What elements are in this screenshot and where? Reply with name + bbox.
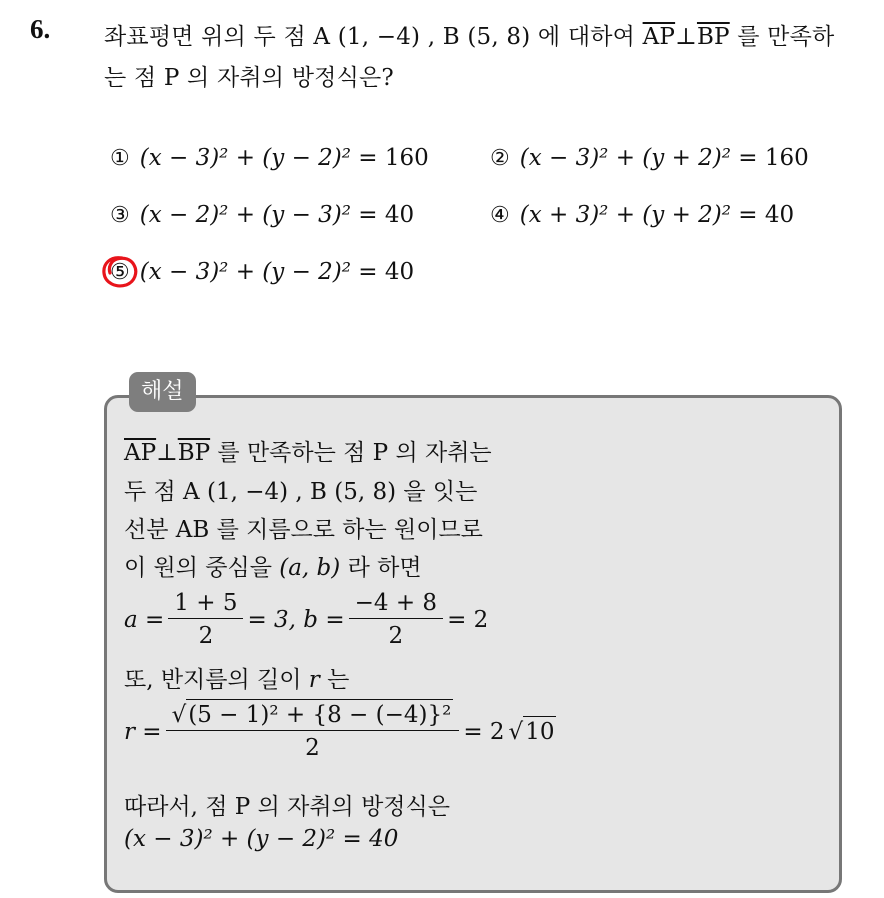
solution-radius-equation xyxy=(124,702,556,761)
choice-4[interactable]: ④ (x + 3)² + (y + 2)² = 40 xyxy=(490,202,795,228)
segment-bp: $\overline{BP}$ xyxy=(696,24,730,50)
question-line-1 xyxy=(104,18,834,51)
choice-5-rhs: 40 xyxy=(384,259,415,285)
choice-1-lhs: (x − 3)² + (y − 2)² xyxy=(139,145,351,171)
solution-center-ab: (a, b) xyxy=(279,555,341,581)
choice-5-number: ⑤ xyxy=(110,260,130,285)
fraction-r-numerator xyxy=(166,702,460,731)
choice-3[interactable]: ③ (x − 2)² + (y − 3)² = 40 xyxy=(110,202,415,228)
solution-line-1-text: 를 만족하는 점 P 의 자취는 xyxy=(210,440,492,466)
fraction-b-denominator: 2 xyxy=(388,623,404,649)
sqrt-icon: √ xyxy=(171,702,187,728)
choice-5[interactable]: ⑤ (x − 3)² + (y − 2)² = 40 xyxy=(110,259,415,285)
solution-line-6-post: 는 xyxy=(319,667,350,693)
eq-a-label: a = xyxy=(124,606,165,633)
solution-line-3: 선분 AB 를 지름으로 하는 원이므로 xyxy=(124,517,483,543)
sqrt-icon-result: √ xyxy=(508,718,524,745)
choice-3-number: ③ xyxy=(110,203,130,228)
fraction-a-denominator: 2 xyxy=(198,623,214,649)
choice-1[interactable]: ① (x − 3)² + (y − 2)² = 160 xyxy=(110,145,429,171)
choice-4-lhs: (x + 3)² + (y + 2)² xyxy=(519,202,731,228)
choice-1-rhs: 160 xyxy=(384,145,429,171)
question-line-1-text: 좌표평면 위의 두 점 A (1, −4) , B (5, 8) 에 대하여 xyxy=(104,24,643,50)
solution-line-6-pre: 또, 반지름의 길이 xyxy=(124,667,309,693)
solution-line-1 xyxy=(124,434,492,467)
fraction-a-numerator: 1 + 5 xyxy=(168,590,243,619)
solution-line-4-pre: 이 원의 중심을 xyxy=(124,555,280,581)
eq-r-result: = 2 xyxy=(463,718,505,745)
solution-line-6 xyxy=(124,661,349,694)
choice-2[interactable]: ② (x − 3)² + (y + 2)² = 160 xyxy=(490,145,809,171)
eq-r-label: r = xyxy=(124,718,162,745)
choice-2-rhs: 160 xyxy=(764,145,809,171)
solution-line-2: 두 점 A (1, −4) , B (5, 8) 을 잇는 xyxy=(124,479,478,505)
choice-4-number: ④ xyxy=(490,203,510,228)
choice-2-number: ② xyxy=(490,146,510,171)
choice-3-rhs: 40 xyxy=(384,202,415,228)
choice-5-lhs: (x − 3)² + (y − 2)² xyxy=(139,259,351,285)
choice-1-number: ① xyxy=(110,146,130,171)
solution-line-4-post: 라 하면 xyxy=(340,555,422,581)
fraction-r-denominator: 2 xyxy=(305,735,320,761)
solution-line-8: 따라서, 점 P 의 자취의 방정식은 xyxy=(124,794,450,820)
fraction-b-numerator: −4 + 8 xyxy=(349,590,443,619)
sqrt-result-radicand: 10 xyxy=(523,716,556,745)
fraction-r xyxy=(166,702,460,761)
solution-perpendicular: ⊥ xyxy=(156,440,178,466)
question-line-2: 는 점 P 의 자취의 방정식은? xyxy=(104,65,394,91)
segment-ap: $\overline{AP}$ xyxy=(642,24,676,50)
fraction-a xyxy=(168,590,243,649)
solution-tab-label: 해설 xyxy=(129,372,196,412)
solution-line-4 xyxy=(124,549,422,582)
solution-segment-ap: $\overline{AP}$ xyxy=(124,440,157,466)
sqrt-radicand: (5 − 1)² + {8 − (−4)}² xyxy=(186,699,453,728)
solution-final-equation: (x − 3)² + (y − 2)² = 40 xyxy=(124,826,399,852)
answer-mark-circle-icon xyxy=(100,254,140,290)
question-line-1-end: 를 만족하 xyxy=(729,24,835,50)
eq-b-result: = 2 xyxy=(447,606,489,633)
eq-mid: = 3, b = xyxy=(247,606,345,633)
perpendicular-symbol: ⊥ xyxy=(675,24,697,50)
question-number: 6. xyxy=(30,14,51,44)
choice-2-lhs: (x − 3)² + (y + 2)² xyxy=(519,145,731,171)
solution-segment-bp: $\overline{BP}$ xyxy=(177,440,211,466)
fraction-b xyxy=(349,590,443,649)
choice-4-rhs: 40 xyxy=(764,202,795,228)
radius-variable: r xyxy=(308,667,320,693)
choice-3-lhs: (x − 2)² + (y − 3)² xyxy=(139,202,351,228)
solution-center-equation xyxy=(124,590,488,649)
